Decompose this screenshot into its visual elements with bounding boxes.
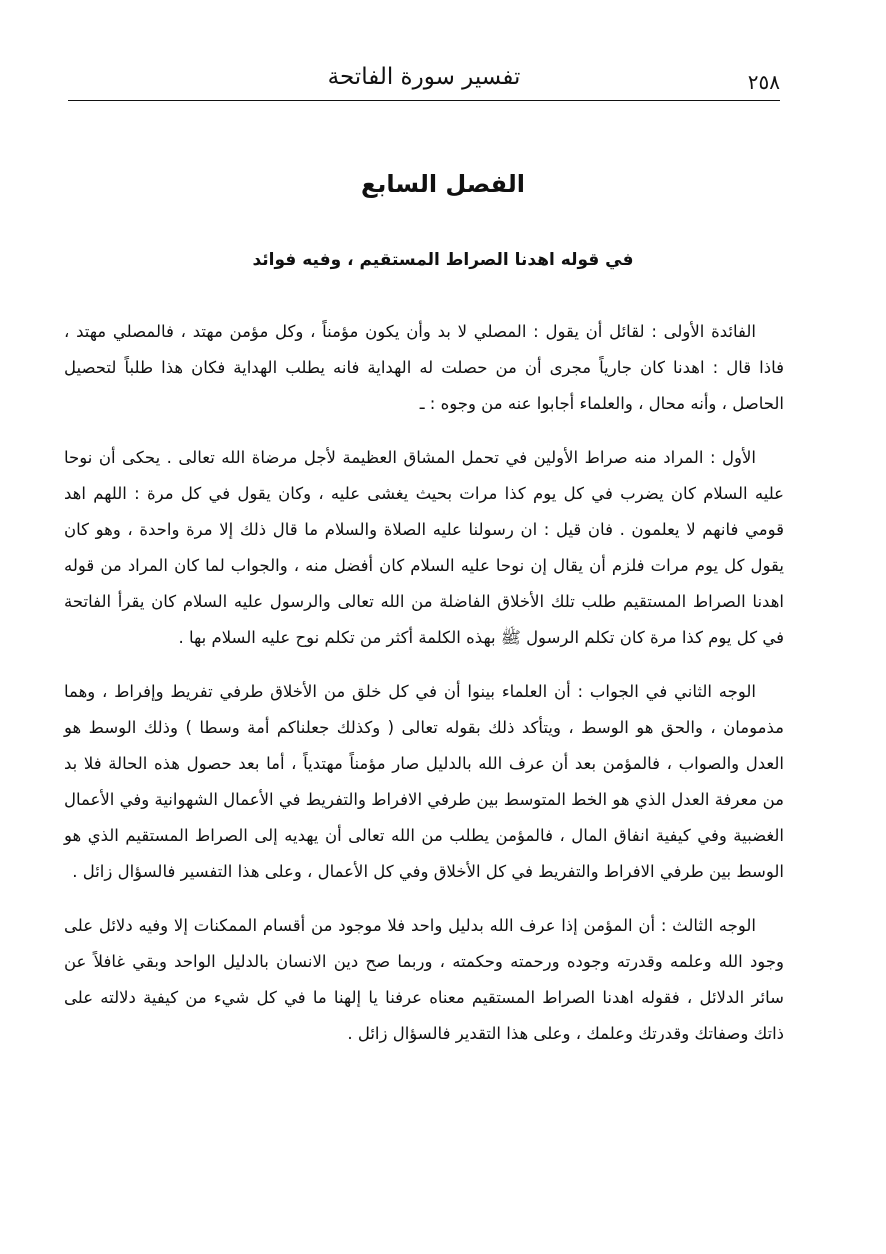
body-text <box>64 314 784 1052</box>
chapter-subtitle: في قوله اهدنا الصراط المستقيم ، وفيه فوائد <box>252 250 634 270</box>
paragraph-first-answer: الأول : المراد منه صراط الأولين في تحمل المشاق العظيمة لأجل مرضاة الله تعالى . يحكى أن نوحا عليه السلام كان يضرب في كل يوم كذا مرات بحيث يغشى عليه ، وكان يقول في كل مرة : اللهم اهد قومي فانهم لا يعلمون . فان قيل : ان رسولنا عليه الصلاة والسلام ما قال ذلك إلا مرة واحدة ، وهو كان يقول كل يوم مرات فلزم أن يقال إن نوحا عليه السلام كان أفضل منه ، والجواب لما كان المراد من قوله اهدنا الصراط المستقيم طلب تلك الأخلاق الفاضلة من الله تعالى والرسول عليه السلام كان يقرأ الفاتحة في كل يوم كذا مرة كان تكلم الرسول ﷺ بهذه الكلمة أكثر من تكلم نوح عليه السلام بها . <box>64 448 784 647</box>
paragraph-third-answer: الوجه الثالث : أن المؤمن إذا عرف الله بدليل واحد فلا موجود من أقسام الممكنات إلا وفيه دلائل على وجود الله وعلمه وقدرته وجوده ورحمته وحكمته ، وربما صح دين الانسان بالدليل الواحد وبقي غافلاً عن سائر الدلائل ، فقوله اهدنا الصراط المستقيم معناه عرفنا يا إلهنا ما في كل شيء من كيفية دلالته على ذاتك وصفاتك وقدرتك وعلمك ، وعلى هذا التقدير فالسؤال زائل . <box>64 916 784 1043</box>
page-number: ٢٥٨ <box>747 70 780 94</box>
chapter-title: الفصل السابع <box>360 170 525 198</box>
paragraph-second-answer: الوجه الثاني في الجواب : أن العلماء بينوا أن في كل خلق من الأخلاق طرفي تفريط وإفراط ، وهما مذمومان ، والحق هو الوسط ، ويتأكد ذلك بقوله تعالى ( وكذلك جعلناكم أمة وسطا ) وذلك الوسط هو العدل والصواب ، فالمؤمن بعد أن عرف الله بالدليل صار مؤمناً مهتدياً ، أما بعد حصول هذه الحالة فلا بد من معرفة العدل الذي هو الخط المتوسط بين طرفي الافراط والتفريط في الأعمال الشهوانية وفي الأعمال الغضبية وفي كيفية انفاق المال ، فالمؤمن يطلب من الله تعالى أن يهديه إلى الصراط المستقيم الذي هو الوسط بين طرفي الافراط والتفريط في كل الأخلاق وفي كل الأعمال ، وعلى هذا التفسير فالسؤال زائل . <box>63 682 784 881</box>
paragraph-first-benefit: الفائدة الأولى : لقائل أن يقول : المصلي لا بد وأن يكون مؤمناً ، وكل مؤمن مهتد ، فالمصلي مهتد ، فاذا قال : اهدنا كان جارياً مجرى أن من حصلت له الهداية فانه يطلب الهداية فكان هذا طلباً لتحصيل الحاصل ، وأنه محال ، والعلماء أجابوا عنه من وجوه : ـ <box>64 322 784 413</box>
running-header <box>68 62 780 101</box>
running-title: تفسير سورة الفاتحة <box>327 64 521 90</box>
